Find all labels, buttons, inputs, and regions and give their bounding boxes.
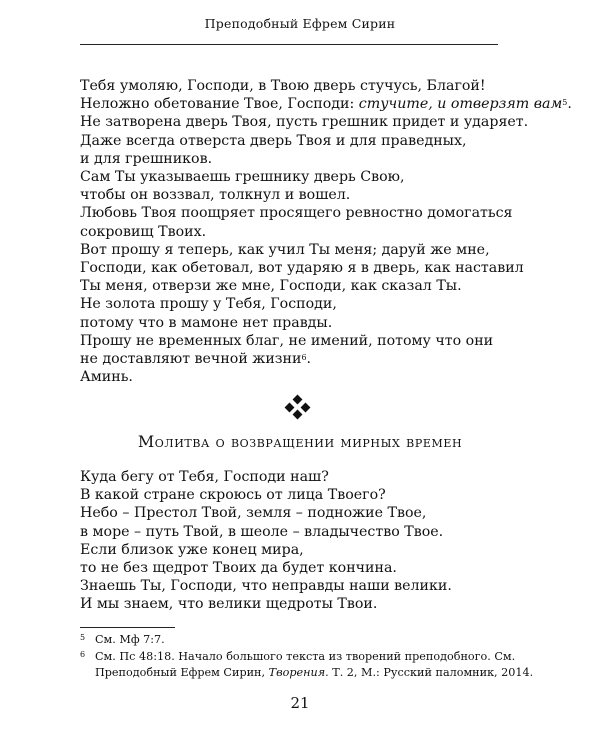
text-line: потому что в мамоне нет правды. xyxy=(80,314,333,331)
text-line: Ты меня, отверзи же мне, Господи, как сказал Ты. xyxy=(80,278,462,295)
footnote-ref-5[interactable]: 5 xyxy=(562,98,568,108)
text-line: Не затворена дверь Твоя, пусть грешник придет и ударяет. xyxy=(80,114,529,131)
page-number: 21 xyxy=(290,694,310,712)
period: . xyxy=(306,351,312,368)
text-line: Куда бегу от Тебя, Господи наш? xyxy=(80,469,329,485)
scripture-quote: стучите, и отверзят вам xyxy=(358,96,563,113)
footnote-rule xyxy=(80,627,175,628)
footnote-text: См. Мф 7:7. xyxy=(95,633,165,646)
text-line: и для грешников. xyxy=(80,150,213,167)
footnotes xyxy=(80,632,534,682)
text-line: Небо – Престол Твой, земля – подножие Твое, xyxy=(80,505,427,522)
text-line: Аминь. xyxy=(80,369,133,386)
text-line: И мы знаем, что велики щедроты Твои. xyxy=(80,596,378,613)
running-head: Преподобный Ефрем Сирин xyxy=(204,16,396,31)
text-line: Вот прошу я теперь, как учил Ты меня; даруй же мне, xyxy=(80,241,490,258)
text-span: . Т. 2, М.: Русский паломник, 2014. xyxy=(325,666,534,679)
footnote-text: См. Пс 48:18. Начало большого текста из творений преподобного. См. xyxy=(95,649,516,663)
text-line: Знаешь Ты, Господи, что неправды наши велики. xyxy=(80,578,452,595)
text-line: Любовь Твоя поощряет просящего ревностно домогаться xyxy=(80,205,513,222)
text-line: Господи, как обетовал, вот ударяю я в дверь, как наставил xyxy=(80,260,524,277)
section-title: Молитва о возвращении мирных времен xyxy=(137,432,463,451)
text-line xyxy=(80,95,572,113)
period: . xyxy=(567,96,572,113)
ornament-icon xyxy=(283,395,313,419)
text-line: Сам Ты указываешь грешнику дверь Свою, xyxy=(80,169,405,186)
footnote-number: 5 xyxy=(80,633,86,642)
book-title: Творения xyxy=(268,666,326,679)
text-span: Неложно обетование Твое, Господи: xyxy=(80,96,359,113)
text-line: Если близок уже конец мира, xyxy=(80,541,304,558)
text-line: Прошу не временных благ, не имений, потому что они xyxy=(80,332,494,349)
text-line: в море – путь Твой, в шеоле – владычество Твое. xyxy=(80,523,444,540)
footnote-6 xyxy=(80,649,534,682)
text-line: В какой стране скроюсь от лица Твоего? xyxy=(80,487,386,504)
footnote-text xyxy=(95,665,534,682)
text-line: Тебя умоляю, Господи, в Твою дверь стучусь, Благой! xyxy=(80,78,486,94)
prayer-text-2 xyxy=(80,468,520,614)
text-line: чтобы он воззвал, толкнул и вошел. xyxy=(80,187,351,204)
footnote-5 xyxy=(80,632,520,649)
prayer-text-1 xyxy=(80,77,572,386)
header-rule xyxy=(80,44,498,45)
text-line: Не золота прошу у Тебя, Господи, xyxy=(80,296,337,313)
footnote-ref-6[interactable]: 6 xyxy=(301,353,307,363)
text-line: то не без щедрот Твоих да будет кончина. xyxy=(80,560,397,577)
text-line: сокровищ Твоих. xyxy=(80,223,207,240)
footnote-number: 6 xyxy=(80,649,86,659)
text-line xyxy=(80,350,520,368)
text-span: не доставляют вечной жизни xyxy=(80,351,302,368)
text-line: Даже всегда отверста дверь Твоя и для праведных, xyxy=(80,132,467,149)
text-span: Преподобный Ефрем Сирин, xyxy=(95,666,269,679)
